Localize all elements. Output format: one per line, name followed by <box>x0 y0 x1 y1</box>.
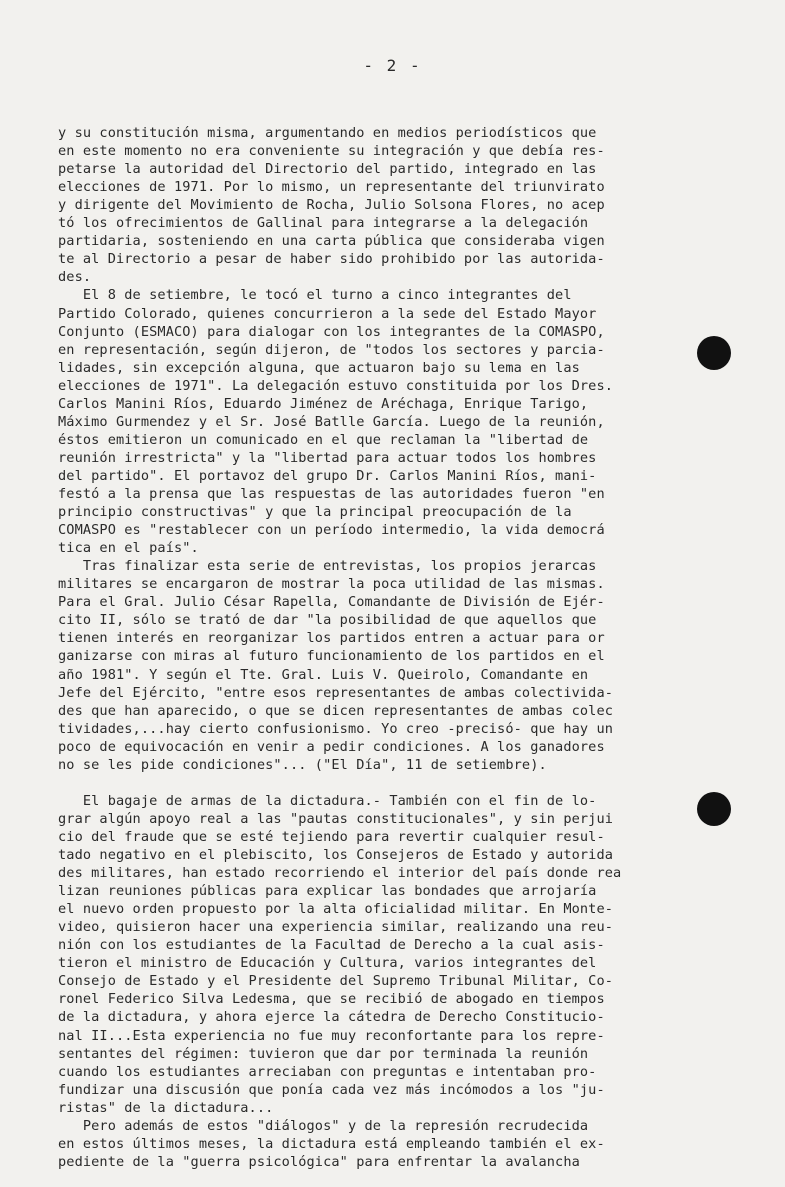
text-line: de la dictadura, y ahora ejerce la cátedra de Derecho Constitucio- <box>58 1009 605 1026</box>
text-line: cito II, sólo se trató de dar "la posibilidad de que aquellos que <box>58 612 597 629</box>
text-line: des militares, han estado recorriendo el interior del país donde rea <box>58 865 622 882</box>
text-line: fundizar una discusión que ponía cada vez más incómodos a los "ju- <box>58 1081 605 1098</box>
text-line: ganizarse con miras al futuro funcionamiento de los partidos en el <box>58 648 605 665</box>
text-line: nión con los estudiantes de la Facultad de Derecho a la cual asis- <box>58 937 605 954</box>
text-line: poco de equivocación en venir a pedir condiciones. A los ganadores <box>58 738 605 755</box>
text-line: ronel Federico Silva Ledesma, que se recibió de abogado en tiempos <box>58 991 605 1008</box>
text-line: tica en el país". <box>58 540 199 557</box>
text-line: nal II...Esta experiencia no fue muy reconfortante para los repre- <box>58 1027 605 1044</box>
text-line: El bagaje de armas de la dictadura.- También con el fin de lo- <box>58 792 597 809</box>
text-line: y su constitución misma, argumentando en medios periodísticos que <box>58 125 597 141</box>
text-line: éstos emitieron un comunicado en el que reclaman la "libertad de <box>58 431 589 448</box>
text-line: en estos últimos meses, la dictadura está empleando también el ex- <box>58 1135 605 1152</box>
text-line: lizan reuniones públicas para explicar las bondades que arrojaría <box>58 883 597 900</box>
text-line: en representación, según dijeron, de "todos los sectores y parcia- <box>58 341 605 358</box>
text-line: des. <box>58 269 92 286</box>
text-line: Para el Gral. Julio César Rapella, Comandante de División de Ejér- <box>58 594 605 611</box>
text-line: elecciones de 1971". La delegación estuvo constituida por los Dres. <box>58 377 614 394</box>
text-line: petarse la autoridad del Directorio del partido, integrado en las <box>58 161 597 178</box>
text-line: Consejo de Estado y el Presidente del Supremo Tribunal Militar, Co- <box>58 973 614 990</box>
text-line: partidaria, sosteniendo en una carta pública que consideraba vigen <box>58 233 605 250</box>
text-line: tienen interés en reorganizar los partidos entren a actuar para or <box>58 630 605 647</box>
text-line: tó los ofrecimientos de Gallinal para integrarse a la delegación <box>58 215 589 232</box>
text-line: des que han aparecido, o que se dicen representantes de ambas colec <box>58 702 614 719</box>
text-line: no se les pide condiciones"... ("El Día", 11 de setiembre). <box>58 756 547 773</box>
text-line: en este momento no era conveniente su integración y que debía res- <box>58 143 605 160</box>
text-line: Carlos Manini Ríos, Eduardo Jiménez de Aréchaga, Enrique Tarigo, <box>58 395 589 412</box>
text-line: sentantes del régimen: tuvieron que dar por terminada la reunión <box>58 1045 589 1062</box>
text-line: principio constructivas" y que la principal preocupación de la <box>58 504 572 521</box>
text-line: COMASPO es "restablecer con un período intermedio, la vida democrá <box>58 522 605 539</box>
text-line: cuando los estudiantes arreciaban con preguntas e intentaban pro- <box>58 1063 597 1080</box>
text-line: cio del fraude que se esté tejiendo para revertir cualquier resul- <box>58 828 605 845</box>
text-line: festó a la prensa que las respuestas de las autoridades fueron "en <box>58 486 605 502</box>
text-line: ristas" de la dictadura... <box>58 1099 274 1116</box>
page-number: - 2 - <box>363 56 422 75</box>
text-line: y dirigente del Movimiento de Rocha, Julio Solsona Flores, no acep <box>58 197 605 214</box>
punch-hole-bottom <box>697 792 731 826</box>
text-line: Partido Colorado, quienes concurrieron a la sede del Estado Mayor <box>58 305 597 322</box>
text-line: del partido". El portavoz del grupo Dr. Carlos Manini Ríos, mani- <box>58 467 597 484</box>
text-line: Conjunto (ESMACO) para dialogar con los integrantes de la COMASPO, <box>58 323 605 340</box>
text-line: reunión irrestricta" y la "libertad para actuar todos los hombres <box>58 449 597 466</box>
text-line: el nuevo orden propuesto por la alta oficialidad militar. En Monte- <box>58 901 614 918</box>
text-line: militares se encargaron de mostrar la poca utilidad de las mismas. <box>58 576 605 593</box>
text-line: Jefe del Ejército, "entre esos representantes de ambas colectivida- <box>58 684 614 701</box>
text-line: El 8 de setiembre, le tocó el turno a cinco integrantes del <box>58 287 572 304</box>
text-line: tividades,...hay cierto confusionismo. Yo creo -precisó- que hay un <box>58 720 614 737</box>
text-line: Tras finalizar esta serie de entrevistas, los propios jerarcas <box>58 558 597 575</box>
text-line: te al Directorio a pesar de haber sido prohibido por las autorida- <box>58 251 605 268</box>
text-line: grar algún apoyo real a las "pautas constitucionales", y sin perjui <box>58 810 614 827</box>
text-line: año 1981". Y según el Tte. Gral. Luis V. Queirolo, Comandante en <box>58 666 589 683</box>
punch-hole-top <box>697 336 731 370</box>
text-line: lidades, sin excepción alguna, que actuaron bajo su lema en las <box>58 359 580 376</box>
text-line: pediente de la "guerra psicológica" para enfrentar la avalancha <box>58 1153 580 1170</box>
text-line: video, quisieron hacer una experiencia similar, realizando una reu- <box>58 919 614 936</box>
text-line: Máximo Gurmendez y el Sr. José Batlle García. Luego de la reunión, <box>58 413 605 430</box>
text-line: tado negativo en el plebiscito, los Consejeros de Estado y autorida <box>58 847 614 863</box>
text-line: elecciones de 1971. Por lo mismo, un representante del triunvirato <box>58 179 605 196</box>
text-line: Pero además de estos "diálogos" y de la represión recrudecida <box>58 1117 589 1134</box>
text-line: tieron el ministro de Educación y Cultura, varios integrantes del <box>58 955 597 972</box>
